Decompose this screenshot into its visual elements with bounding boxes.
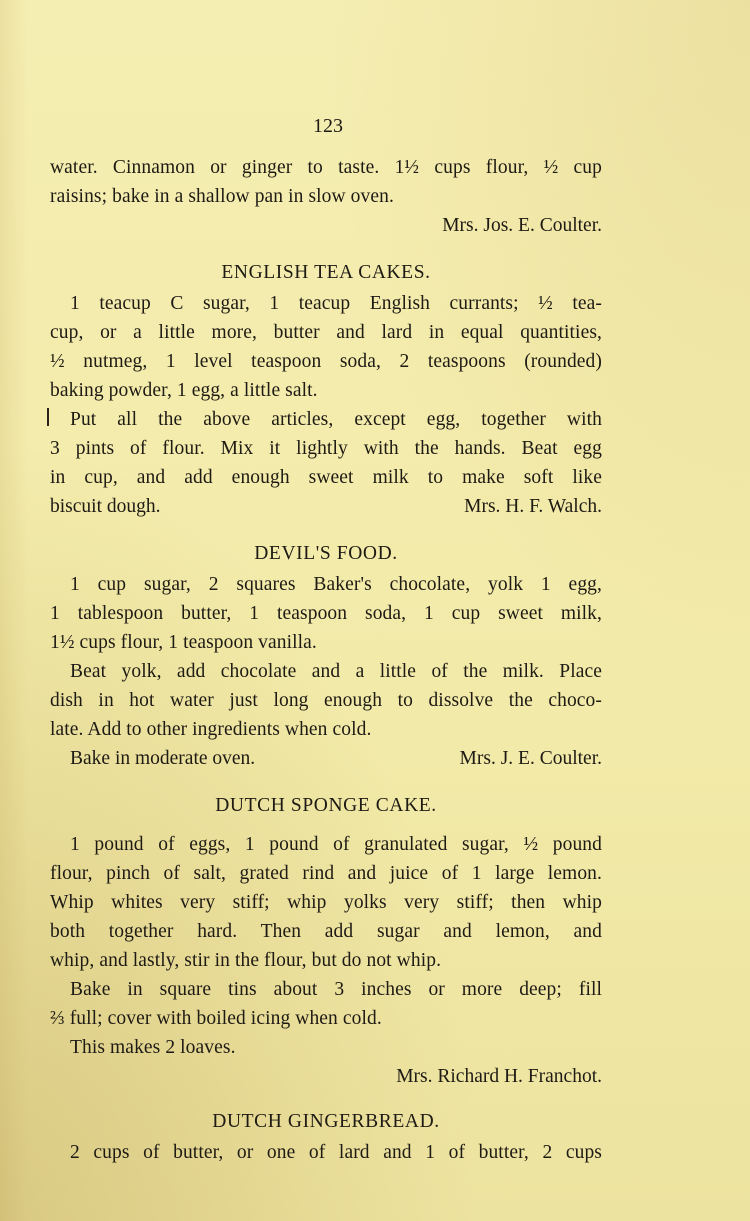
text-line: 2 cups of butter, or one of lard and 1 of butter, 2 cups [70, 1142, 602, 1163]
text-line: Beat yolk, add chocolate and a little of the milk. Place [70, 661, 602, 682]
page-number: 123 [313, 115, 343, 137]
text-line: Whip whites very stiff; whip yolks very stiff; then whip [50, 892, 602, 913]
text-line-with-signature [50, 492, 602, 521]
margin-mark [47, 408, 49, 426]
recipe-title: DUTCH GINGERBREAD. [212, 1111, 440, 1132]
text-line: in cup, and add enough sweet milk to make soft like [50, 467, 602, 488]
text-line: raisins; bake in a shallow pan in slow oven. [50, 186, 394, 207]
text-line: 1 teacup C sugar, 1 teacup English currants; ½ tea- [70, 293, 602, 314]
recipe-dutch-gingerbread [50, 1107, 602, 1167]
text-line: baking powder, 1 egg, a little salt. [50, 380, 318, 401]
recipe-continuation [50, 153, 602, 240]
recipe-signature: Mrs. Richard H. Franchot. [396, 1066, 602, 1087]
recipe-dutch-sponge-cake [50, 791, 602, 1091]
text-line: 1 cup sugar, 2 squares Baker's chocolate, yolk 1 egg, [70, 574, 602, 595]
recipe-title: DUTCH SPONGE CAKE. [215, 795, 437, 816]
text-line: late. Add to other ingredients when cold. [50, 719, 372, 740]
recipe-signature: Mrs. Jos. E. Coulter. [442, 215, 602, 236]
recipe-title: ENGLISH TEA CAKES. [221, 262, 431, 283]
text-line: Bake in moderate oven. [70, 748, 256, 769]
text-line: both together hard. Then add sugar and lemon, and [50, 921, 602, 942]
text-line: Put all the above articles, except egg, together with [70, 409, 602, 430]
recipe-signature: Mrs. J. E. Coulter. [459, 748, 602, 769]
text-line: Bake in square tins about 3 inches or more deep; fill [70, 979, 602, 1000]
text-line: 1 tablespoon butter, 1 teaspoon soda, 1 cup sweet milk, [50, 603, 602, 624]
recipe-title: DEVIL'S FOOD. [254, 543, 398, 564]
text-line: flour, pinch of salt, grated rind and juice of 1 large lemon. [50, 863, 602, 884]
page-content [50, 112, 602, 1167]
recipe-signature: Mrs. H. F. Walch. [464, 496, 602, 517]
recipe-english-tea-cakes [50, 258, 602, 521]
text-line: 3 pints of flour. Mix it lightly with the hands. Beat egg [50, 438, 602, 459]
text-line: biscuit dough. [50, 496, 161, 517]
text-line: 1½ cups flour, 1 teaspoon vanilla. [50, 632, 317, 653]
text-line: water. Cinnamon or ginger to taste. 1½ cups flour, ½ cup [50, 157, 602, 178]
text-line-with-signature [50, 744, 602, 773]
text-line: ½ nutmeg, 1 level teaspoon soda, 2 teaspoons (rounded) [50, 351, 602, 372]
text-line: cup, or a little more, butter and lard in equal quantities, [50, 322, 602, 343]
recipe-devils-food [50, 539, 602, 773]
text-line: dish in hot water just long enough to dissolve the choco- [50, 690, 602, 711]
text-line: This makes 2 loaves. [70, 1037, 236, 1058]
text-line: ⅔ full; cover with boiled icing when cold. [50, 1008, 382, 1029]
text-line: 1 pound of eggs, 1 pound of granulated sugar, ½ pound [70, 834, 602, 855]
text-line: whip, and lastly, stir in the flour, but do not whip. [50, 950, 442, 971]
